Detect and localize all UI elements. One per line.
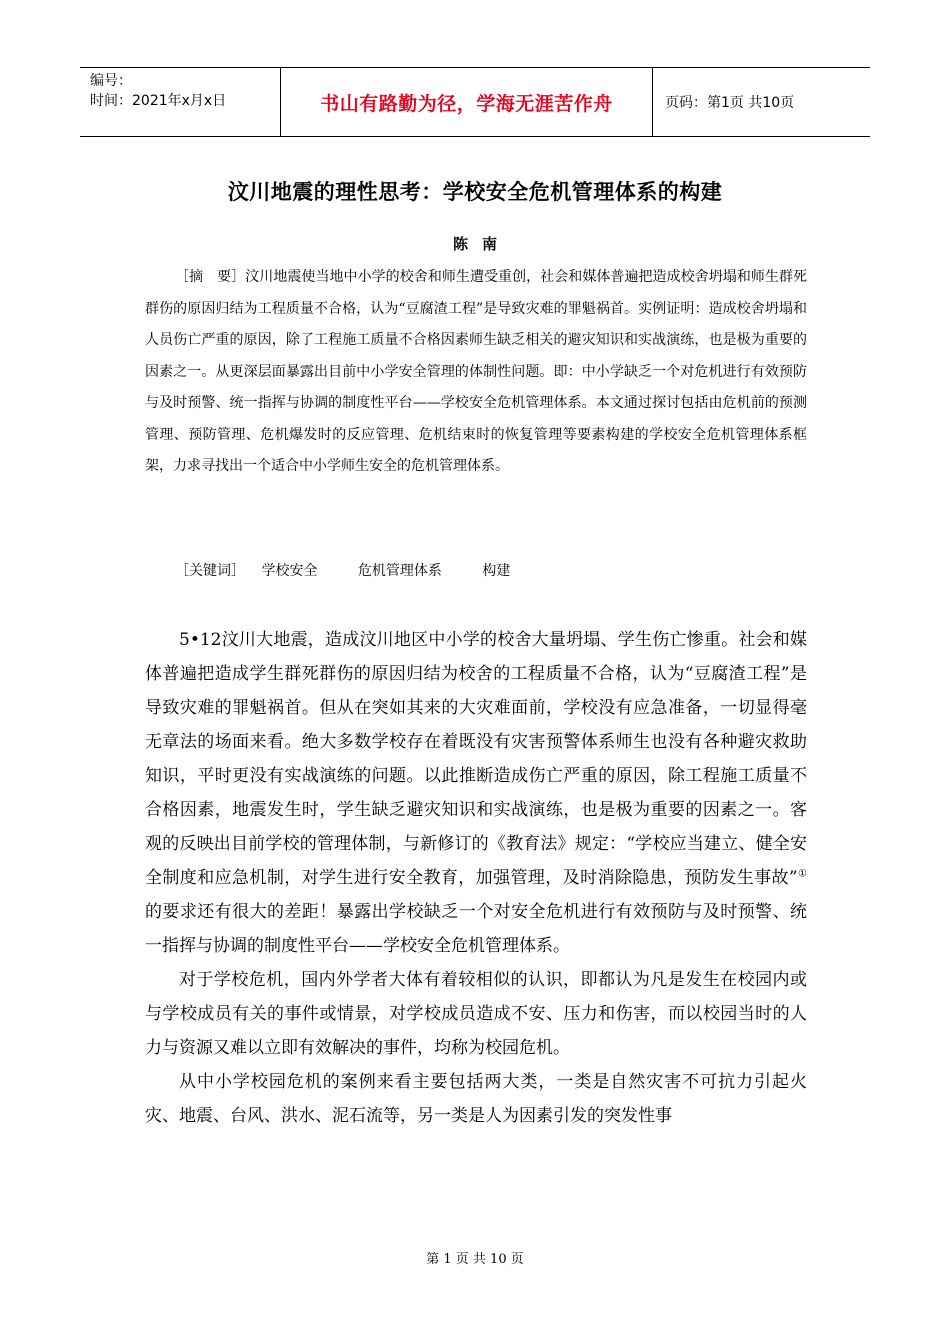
keyword-item: 构建 — [482, 563, 511, 579]
page-info: 页码：第1页 共10页 — [665, 95, 795, 111]
paragraph-2: 对于学校危机，国内外学者大体有着较相似的认识，即都认为凡是发生在校园内或与学校成员有关的事件或情景，对学校成员造成不安、压力和伤害，而以校园当时的人力与资源又难以立即有效解决的事件，均称为校园危机。 — [145, 970, 807, 1058]
author-char-2: 南 — [482, 235, 498, 253]
body-text — [145, 623, 807, 1133]
paragraph-3: 从中小学校园危机的案例来看主要包括两大类，一类是自然灾害不可抗力引起火灾、地震、台风、洪水、泥石流等，另一类是人为因素引发的突发性事 — [145, 1072, 807, 1126]
keyword-item: 危机管理体系 — [357, 563, 442, 579]
paragraph-1-part-a: 5•12汶川大地震，造成汶川地区中小学的校舍大量坍塌、学生伤亡惨重。社会和媒体普遍把造成学生群死群伤的原因归结为校舍的工程质量不合格，认为“豆腐渣工程”是导致灾难的罪魁祸首。但从在突如其来的大灾难面前，学校没有应急准备，一切显得毫无章法的场面来看。绝大多数学校存在着既没有灾害预警体系师生也没有各种避灾救助知识，平时更没有实战演练的问题。以此推断造成伤亡严重的原因，除工程施工质量不合格因素，地震发生时，学生缺乏避灾知识和实战演练，也是极为重要的因素之一。客观的反映出目前学校的管理体制，与新修订的《教育法》规定：“学校应当建立、健全安全制度和应急机制，对学生进行安全教育，加强管理，及时消除隐患，预防发生事故” — [145, 630, 807, 888]
author — [0, 233, 950, 254]
abstract — [145, 262, 807, 483]
number-label: 编号： — [90, 73, 132, 89]
header-left-cell — [80, 68, 280, 136]
document-title: 汶川地震的理性思考：学校安全危机管理体系的构建 — [227, 180, 723, 204]
page-footer: 第 1 页 共 10 页 — [426, 1252, 524, 1267]
keywords — [175, 560, 546, 580]
keywords-label: ［关键词］ — [175, 563, 245, 579]
author-char-1: 陈 — [452, 235, 468, 253]
footnote-ref: ① — [797, 868, 807, 880]
paragraph-1-part-b: 的要求还有很大的差距！暴露出学校缺乏一个对安全危机进行有效预防与及时预警、统一指挥与协调的制度性平台——学校安全危机管理体系。 — [145, 902, 807, 956]
paragraph-1 — [145, 623, 807, 963]
abstract-text: ［摘 要］汶川地震使当地中小学的校舍和师生遭受重创，社会和媒体普遍把造成校舍坍塌和师生群死群伤的原因归结为工程质量不合格，认为“豆腐渣工程”是导致灾难的罪魁祸首。实例证明：造成校舍坍塌和人员伤亡严重的原因，除了工程施工质量不合格因素师生缺乏相关的避灾知识和实战演练，也是极为重要的因素之一。从更深层面暴露出目前中小学安全管理的体制性问题。即：中小学缺乏一个对危机进行有效预防与及时预警、统一指挥与协调的制度性平台——学校安全危机管理体系。本文通过探讨包括由危机前的预测管理、预防管理、危机爆发时的反应管理、危机结束时的恢复管理等要素构建的学校安全危机管理体系框架，力求寻找出一个适合中小学师生安全的危机管理体系。 — [145, 269, 807, 474]
motto: 书山有路勤为径，学海无涯苦作舟 — [280, 68, 653, 136]
date-label: 时间：2021年x月x日 — [90, 93, 227, 109]
header-table — [80, 67, 870, 137]
keyword-item: 学校安全 — [261, 563, 318, 579]
